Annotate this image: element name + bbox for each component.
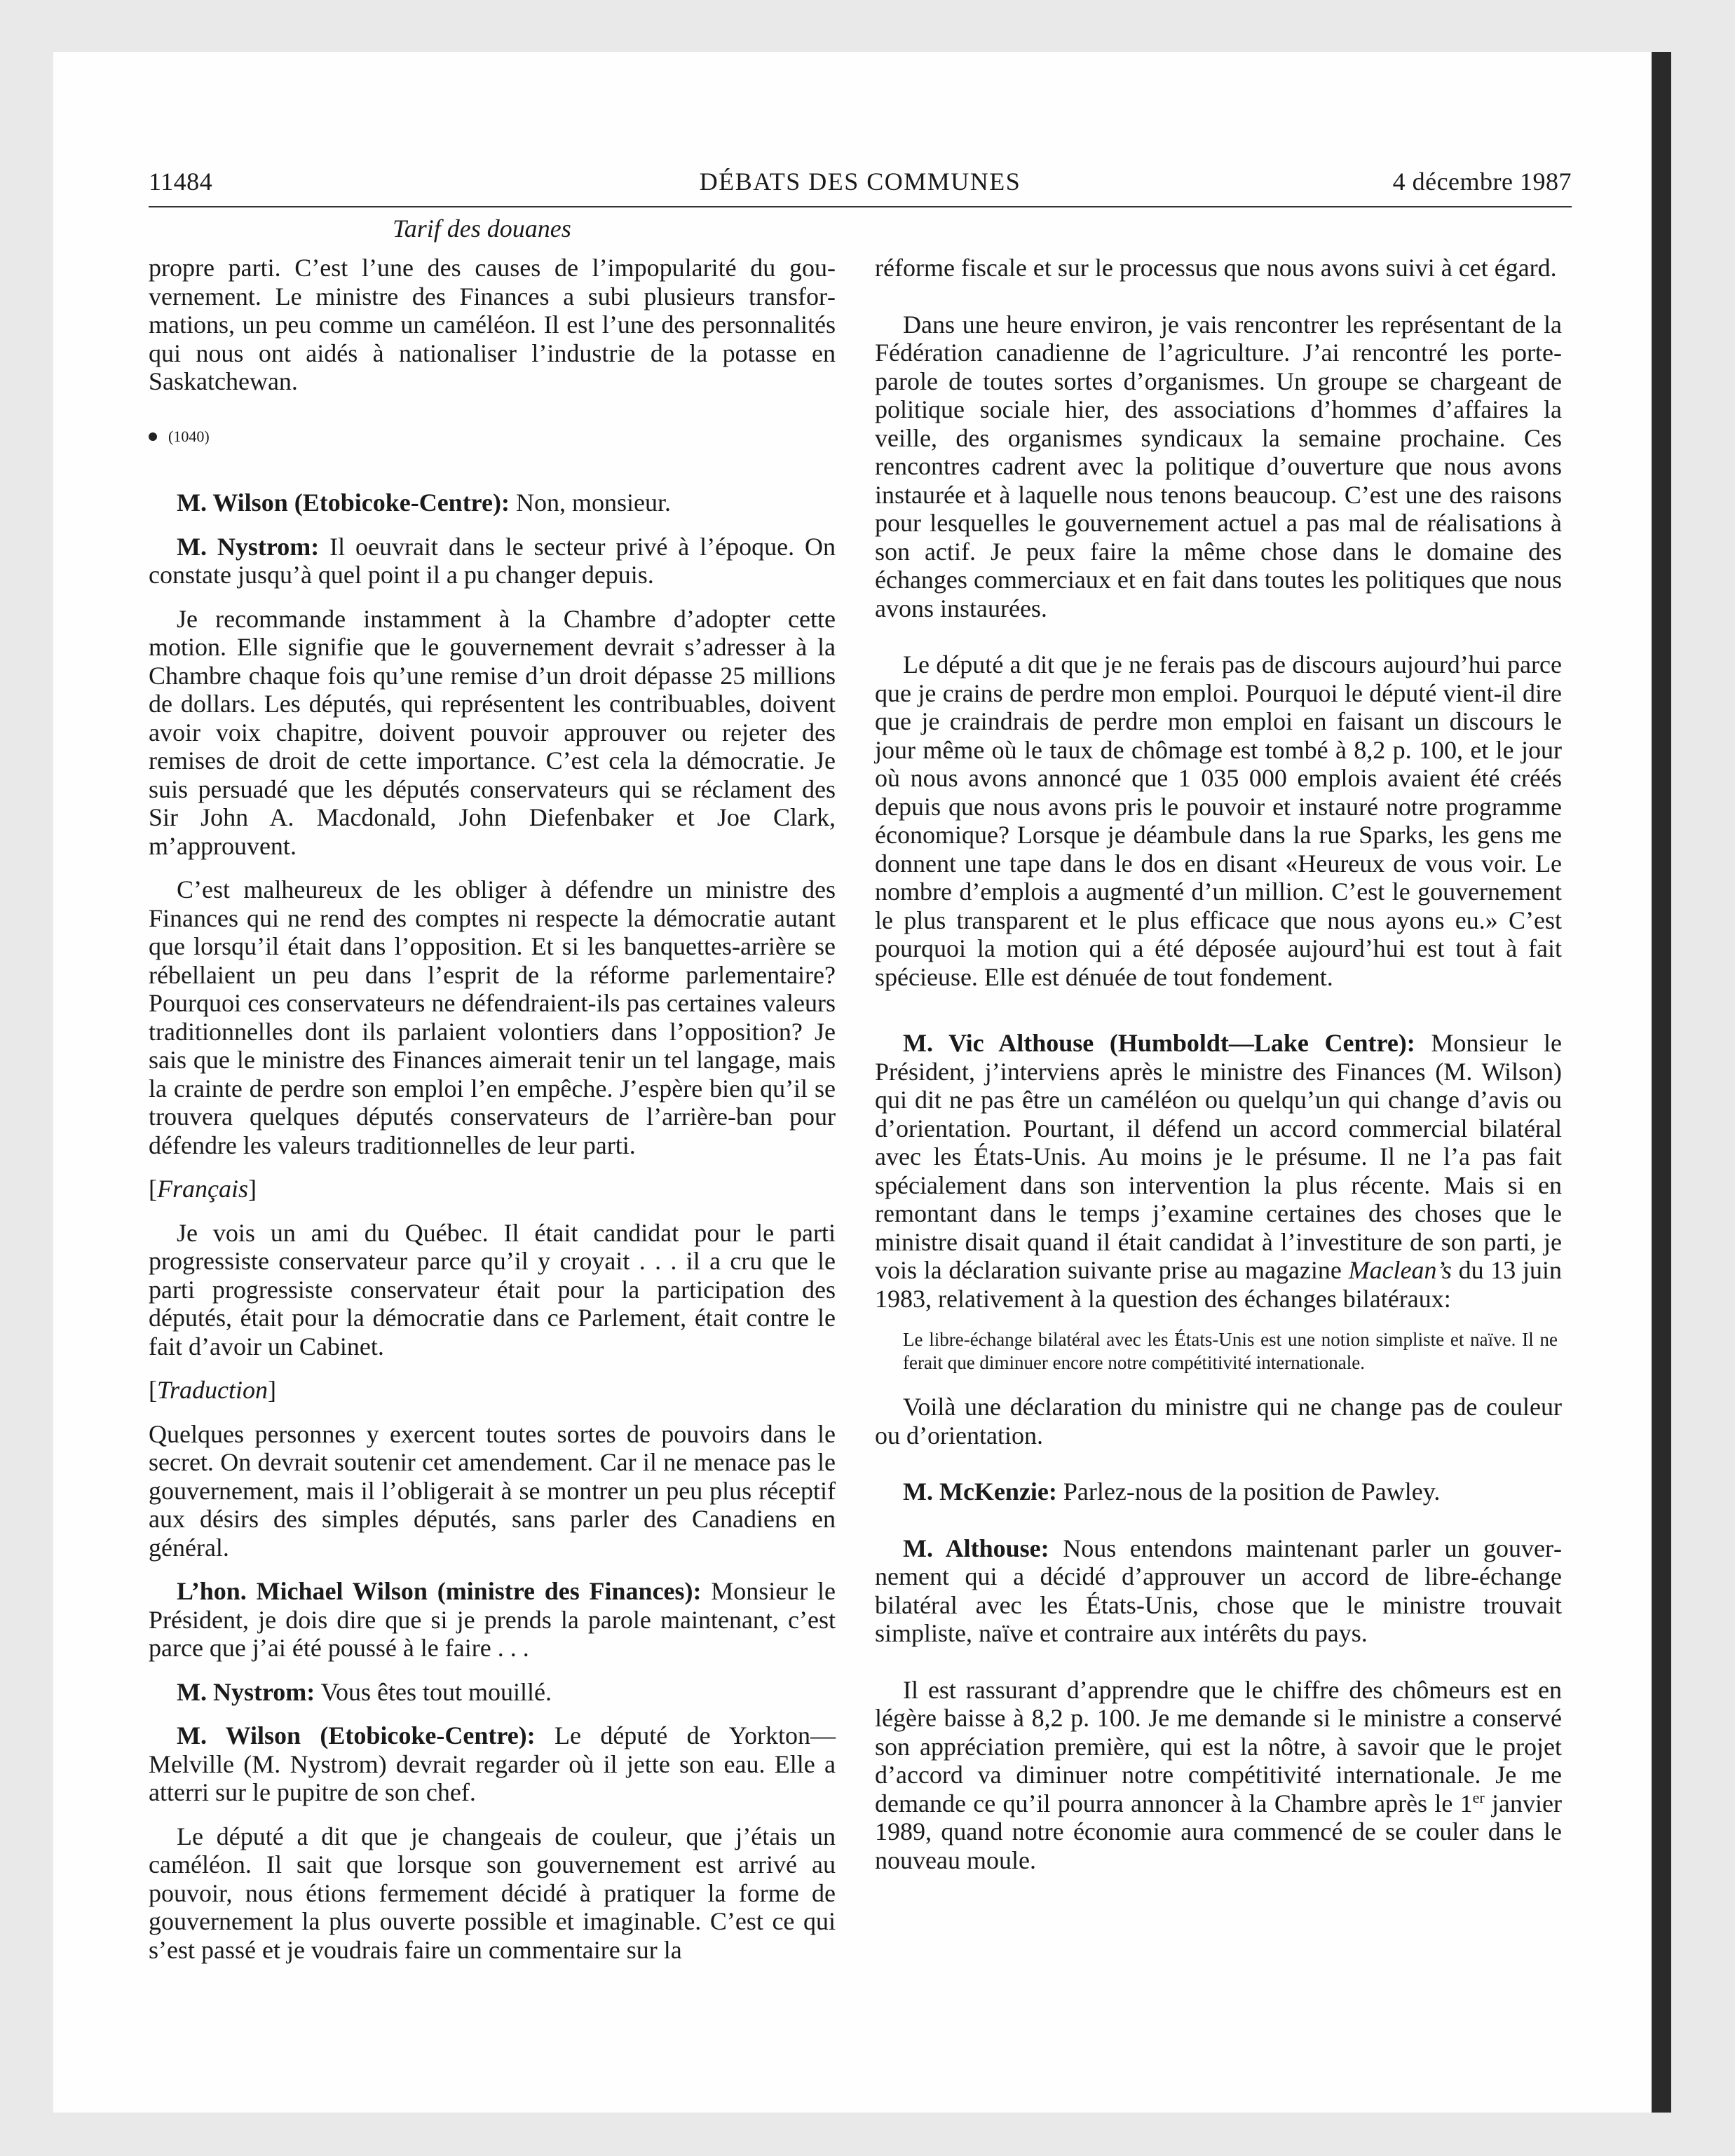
speaker-name: M. Wilson (Etobicoke-Centre): — [177, 1721, 536, 1749]
speech — [149, 1577, 836, 1663]
running-header — [149, 163, 1572, 207]
speaker-name: M. Nystrom: — [177, 1677, 315, 1706]
speech — [875, 1534, 1562, 1648]
paragraph: Le député a dit que je ne ferais pas de discours aujourd’hui parce que je crains de perdre mon emploi. Pourquoi le député vient-il dire que je craindrais de perdre mon emploi en faisant un discours le jour même où le taux de chômage est tombé à 8,2 p. 100, et le jour où nous avons annoncé que 1 035 000 emplois avaient été créés depuis que nous avons pris le pouvoir et instauré notre programme économique? Lorsque je déambule dans la rue Sparks, les gens me donnent une tape dans le dos en disant «Heureux de vous voir. Le nombre d’emplois a augmenté d’un million. C’est le gouvernement le plus transparent et le plus efficace que nous ayons eu.» C’est pourquoi la motion qui a été déposée aujourd’hui est tout à fait spécieuse. Elle est dénuée de tout fondement. — [875, 650, 1562, 991]
paragraph: Le député a dit que je changeais de couleur, que j’étais un caméléon. Il sait que lorsque son gouvernement est arrivé au pouvoir, nous étions fermement décidé à pratiquer la forme de gouvernement la plus ouverte possible et imaginable. C’est ce qui s’est passé et je voudrais faire un commentaire sur la — [149, 1822, 836, 1964]
paragraph: propre parti. C’est l’une des causes de l’impopularité du gouvernement. Le ministre des Finances a subi plusieurs transformations, un peu comme un caméléon. Il est l’une des personnalités qui nous ont aidés à nationaliser l’industrie de la potasse en Saskatchewan. — [149, 254, 836, 395]
magazine-title: Maclean’s — [1348, 1256, 1452, 1284]
paragraph: Je recommande instamment à la Chambre d’adopter cette motion. Elle signifie que le gouvernement devrait s’adresser à la Chambre chaque fois qu’une remise d’un droit dépasse 25 millions de dollars. Les députés, qui représentent les contribuables, doivent avoir voix chapitre, doivent pouvoir approuver ou rejeter des remises de droit de cette importance. C’est cela la démocratie. Je suis persuadé que les députés conservateurs qui se réclament des Sir John A. Macdonald, John Diefenbaker et Joe Clark, m’approuvent. — [149, 604, 836, 860]
language-marker: [Français] — [149, 1175, 257, 1203]
speech-text: Monsieur le Président, je dois dire que si je prends la parole maintenant, c’est parce que j’ai été poussé à le faire . . . — [149, 1577, 836, 1662]
language-label: Français — [157, 1175, 248, 1203]
speech-text: Parlez-nous de la position de Pawley. — [1056, 1478, 1441, 1506]
paragraph: Voilà une déclaration du ministre qui ne change pas de couleur ou d’orientation. — [875, 1393, 1562, 1449]
language-marker: [Traduction] — [149, 1376, 277, 1404]
paragraph-text: janvier 1989, quand notre économie aura commencé de se couler dans le nouveau moule. — [875, 1789, 1563, 1874]
speech — [149, 489, 836, 517]
publication-date: 4 décembre 1987 — [1392, 168, 1572, 196]
speaker-name: M. Wilson (Etobicoke-Centre): — [177, 489, 510, 517]
right-column — [875, 254, 1562, 1890]
section-title: Tarif des douanes — [393, 214, 571, 243]
paragraph: réforme fiscale et sur le processus que nous avons suivi à cet égard. — [875, 254, 1557, 282]
speech — [875, 1029, 1562, 1313]
speaker-name: M. Nystrom: — [177, 532, 320, 561]
paragraph: C’est malheureux de les obliger à défendre un ministre des Finances qui ne rend des comptes ni respecte la démocratie autant que lorsqu’il était dans l’opposition. Et si les banquettes-arrière se rébellaient un peu dans l’esprit de la réforme parlementaire? Pourquoi ces conservateurs ne défendraient-ils pas certaines valeurs traditionnelles dont ils parlaient volontiers dans l’opposition? Je sais que le ministre des Finances aimerait tenir un tel langage, mais la crainte de perdre son emploi l’en empêche. J’espère bien qu’il se trouvera quelques députés conservateurs de l’arrière-ban pour défendre les valeurs traditionnelles de leur parti. — [149, 875, 836, 1159]
paragraph: Quelques personnes y exercent toutes sortes de pouvoirs dans le secret. On devrait soutenir cet amendement. Car il ne menace pas le gouvernement, mais il l’obligerait à se montrer un peu plus réceptif aux désirs des simples députés, sans parler des Canadiens en général. — [149, 1419, 836, 1562]
speech-text: Non, monsieur. — [509, 489, 671, 517]
speech — [149, 533, 836, 589]
paragraph — [875, 1676, 1562, 1875]
speech-text: Nous entendons maintenant parler un gouvernement qui a décidé d’approuver un accord de libre-échange bilatéral avec les États-Unis, chose que le ministre trouvait simpliste, naïve et contraire aux intérêts du pays. — [875, 1534, 1563, 1647]
time-marker-label: (1040) — [168, 427, 210, 445]
speaker-name: L’hon. Michael Wilson (ministre des Finances): — [177, 1577, 702, 1605]
journal-title: DÉBATS DES COMMUNES — [699, 168, 1021, 196]
speech-text: Il oeuvrait dans le secteur privé à l’époque. On constate jusqu’à quel point il a pu changer depuis. — [149, 532, 836, 589]
speech — [875, 1478, 1562, 1506]
ordinal-suffix: er — [1472, 1788, 1485, 1806]
block-quote: Le libre-échange bilatéral avec les États-Unis est une notion simpliste et naïve. Il ne ferait que diminuer encore notre compétitivité internationale. — [903, 1329, 1558, 1373]
paragraph: Je vois un ami du Québec. Il était candidat pour le parti progressiste conservateur parce qu’il y croyait . . . il a cru que le parti progressiste conservateur était pour la participation des députés, était pour la démocratie dans ce Parlement, était contre le fait d’avoir un Cabinet. — [149, 1218, 836, 1360]
speaker-name: M. McKenzie: — [903, 1478, 1057, 1506]
speaker-name: M. Althouse: — [903, 1534, 1049, 1562]
speech-text: Vous êtes tout mouillé. — [315, 1677, 552, 1706]
speech-text: du 13 juin 1983, relativement à la question des échanges bilatéraux: — [875, 1256, 1562, 1313]
speech-text: Le député de Yorkton—Melville (M. Nystrom) devrait regarder où il jette son eau. Elle a atterri sur le pupitre de son chef. — [149, 1721, 836, 1806]
left-column — [149, 254, 836, 1979]
speaker-name: M. Vic Althouse (Humboldt—Lake Centre): — [903, 1029, 1415, 1057]
scan-edge-bar — [1652, 52, 1671, 2113]
language-label: Traduction — [157, 1376, 268, 1404]
paragraph: Dans une heure environ, je vais rencontrer les représentant de la Fédération canadienne de l’agriculture. J’ai rencontré les porte-parole de toutes sortes d’organismes. Un groupe se chargeant de politique sociale hier, des associations d’hommes d’affaires la veille, des organismes syndicaux la semaine prochaine. Ces rencontres cadrent avec la politique d’ouverture que nous avons instaurée et à laquelle nous tenons beaucoup. C’est une des raisons pour lesquelles le gouvernement actuel a pas mal de réalisations à son actif. Je peux faire la même chose dans le domaine des échanges commerciaux et en fait dans toutes les politiques que nous avons instaurées. — [875, 310, 1562, 622]
speech — [149, 1678, 836, 1707]
bullet-icon — [149, 432, 157, 441]
paragraph-text: Il est rassurant d’apprendre que le chiffre des chômeurs est en légère baisse à 8,2 p. 100. Je me demande si le ministre a conservé son appréciation première, qui est la nôtre, à savoir que le projet d’accord va diminuer notre compétitivité internationale. Je me demande ce qu’il pourra annoncer à la Chambre après le 1 — [875, 1675, 1562, 1817]
speech — [149, 1721, 836, 1807]
speech-text: Monsieur le Président, j’interviens après le ministre des Finances (M. Wilson) qui dit ne pas être un caméléon ou quelqu’un qui change d’avis ou d’orientation. Pourtant, il défend un accord commercial bilatéral avec les États-Unis. Au moins je le présume. Il ne l’a pas fait spécialement dans son intervention la plus récente. Mais si en remontant dans le temps j’examine certaines des choses que le ministre disait quand il était candidat à l’investiture de son parti, je vois la déclaration suivante prise au magazine — [875, 1029, 1562, 1284]
time-marker — [149, 423, 836, 451]
page-number: 11484 — [149, 168, 213, 196]
